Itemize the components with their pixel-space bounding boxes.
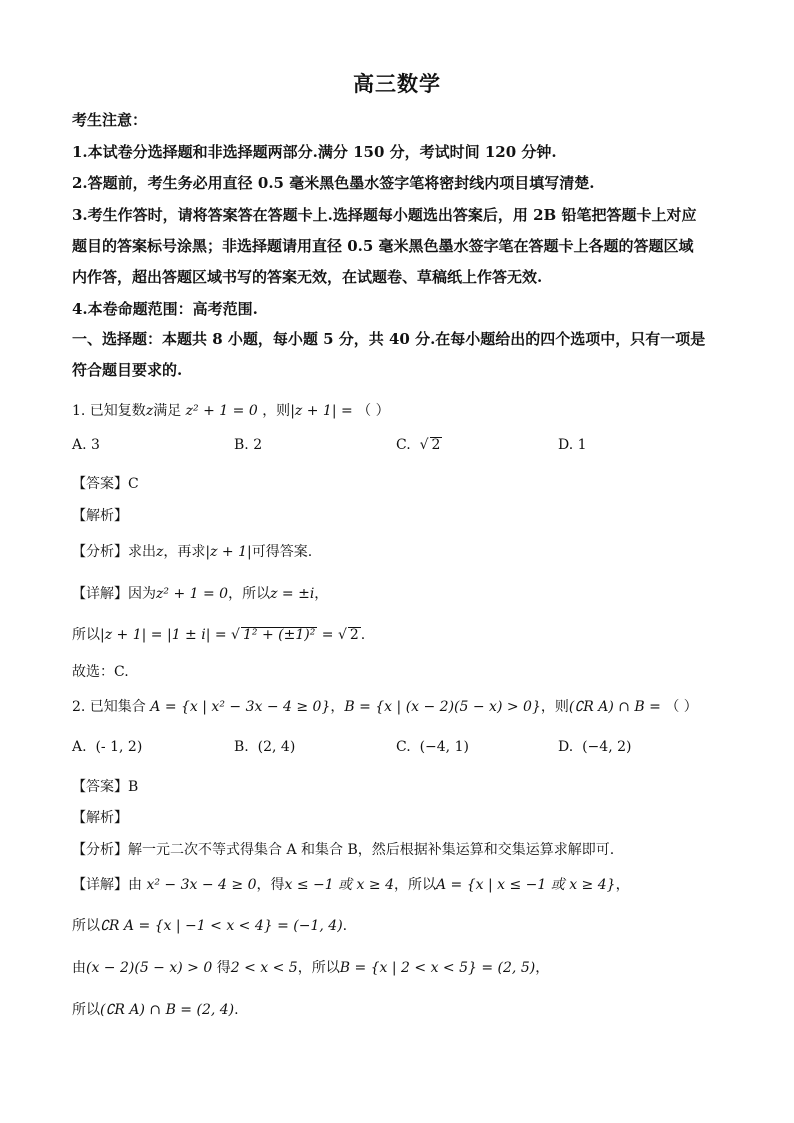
q2-xiangjie-3: 由(x − 2)(5 − x) > 0 得2 < x < 5，所以B = {x | 2 < x < 5} = (2, 5)，: [72, 960, 550, 976]
q2-option-c: C. (−4, 1): [396, 739, 469, 755]
q1-fenxi: 【分析】求出z，再求|z + 1|可得答案.: [72, 544, 313, 560]
q1-xiangjie-1: 【详解】因为z² + 1 = 0，所以z = ±i，: [72, 586, 329, 602]
q2-xiangjie-4: 所以(∁R A) ∩ B = (2, 4).: [72, 1002, 239, 1018]
q1-guxuan: 故选：C.: [72, 664, 129, 680]
notice-2: 2.答题前，考生务必用直径 0.5 毫米黑色墨水签字笔将密封线内项目填写清楚.: [72, 174, 595, 192]
q1-stem: 1. 已知复数z满足 z² + 1 = 0 ，则|z + 1| = （ ）: [72, 403, 390, 419]
q2-stem: 2. 已知集合 A = {x | x² − 3x − 4 ≥ 0}，B = {x | (x − 2)(5 − x) > 0}，则(∁R A) ∩ B = （ ）: [72, 699, 698, 715]
q2-jiexi: 【解析】: [72, 810, 128, 826]
page-title: 高三数学: [353, 71, 441, 96]
q2-fenxi: 【分析】解一元二次不等式得集合 A 和集合 B，然后根据补集运算和交集运算求解即可.: [72, 842, 615, 858]
notice-3: 3.考生作答时，请将答案答在答题卡上.选择题每小题选出答案后，用 2B 铅笔把答题卡上对应: [72, 206, 697, 224]
q1-option-b: B. 2: [234, 437, 263, 453]
q2-xiangjie-2: 所以∁R A = {x | −1 < x < 4} = (−1, 4).: [72, 918, 348, 934]
q1-option-c: C. √ 2: [396, 437, 441, 453]
q2-option-b: B. (2, 4): [234, 739, 296, 755]
q1-answer: 【答案】C: [72, 476, 139, 492]
notice-heading: 考生注意：: [72, 111, 148, 129]
q1-option-d: D. 1: [558, 437, 587, 453]
q1-jiexi: 【解析】: [72, 508, 128, 524]
q2-answer: 【答案】B: [72, 779, 139, 795]
notice-3-cont: 题目的答案标号涂黑；非选择题请用直径 0.5 毫米黑色墨水签字笔在答题卡上各题的答题区域: [72, 237, 694, 255]
section-heading-cont: 符合题目要求的.: [72, 361, 183, 379]
q1-xiangjie-2: 所以|z + 1| = |1 ± i| = √ 1² + (±1)² = √ 2 .: [72, 627, 366, 643]
notice-4: 4.本卷命题范围：高考范围.: [72, 300, 258, 318]
section-heading: 一、选择题：本题共 8 小题，每小题 5 分，共 40 分.在每小题给出的四个选项中，只有一项是: [72, 330, 706, 348]
q2-xiangjie-1: 【详解】由 x² − 3x − 4 ≥ 0，得x ≤ −1 或 x ≥ 4，所以A = {x | x ≤ −1 或 x ≥ 4}，: [72, 877, 630, 893]
q2-option-a: A. (- 1, 2): [72, 739, 143, 755]
q1-option-a: A. 3: [72, 437, 100, 453]
q2-option-d: D. (−4, 2): [558, 739, 632, 755]
notice-1: 1.本试卷分选择题和非选择题两部分.满分 150 分，考试时间 120 分钟.: [72, 143, 557, 161]
notice-3-cont2: 内作答，超出答题区域书写的答案无效，在试题卷、草稿纸上作答无效.: [72, 268, 543, 286]
